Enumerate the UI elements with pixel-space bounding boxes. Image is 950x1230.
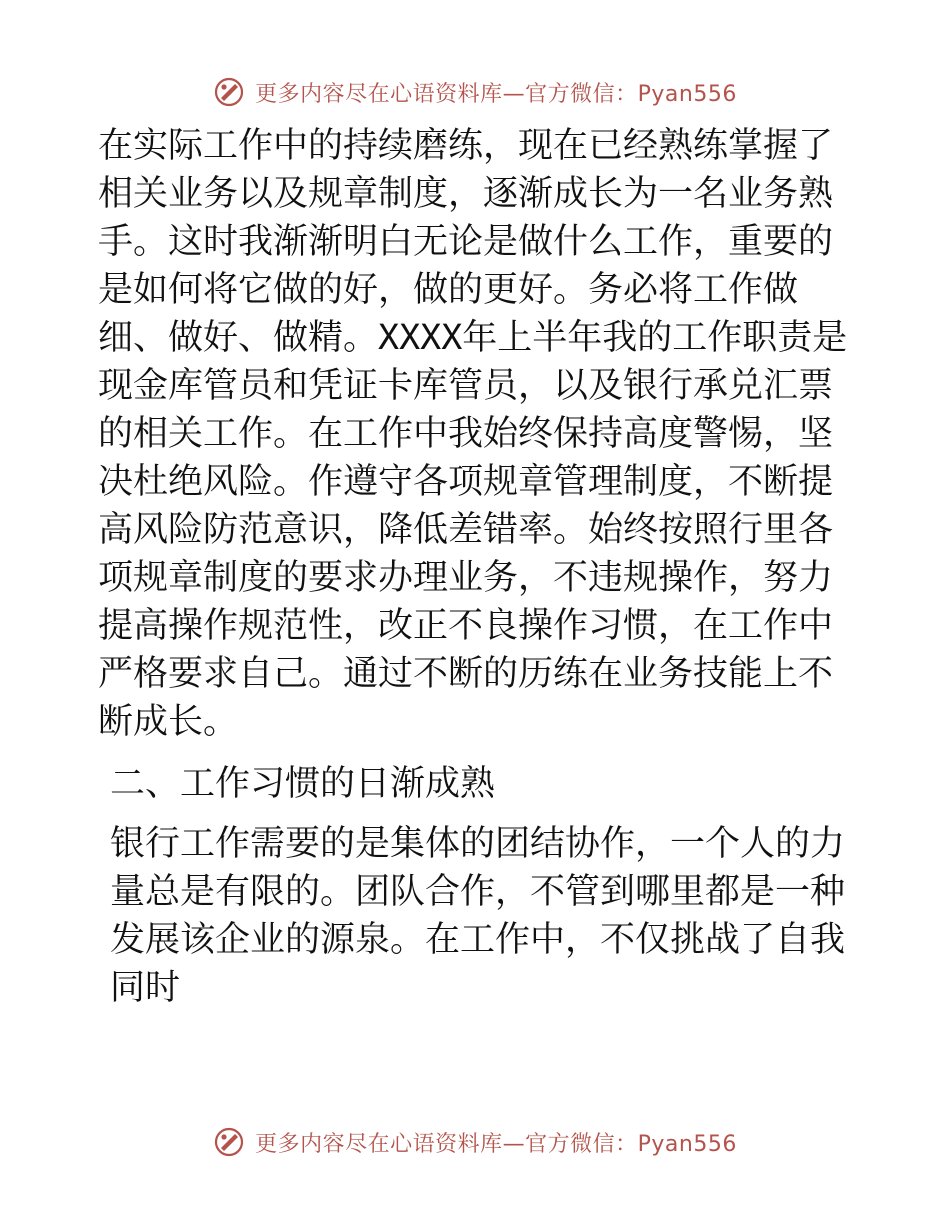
brand-logo-icon — [213, 1126, 245, 1158]
section-heading: 二、工作习惯的日渐成熟 — [110, 764, 496, 804]
body-paragraph: 银行工作需要的是集体的团结协作，一个人的力量总是有限的。团队合作，不管到哪里都是一种发展该企业的源泉。在工作中，不仅挑战了自我同时 — [110, 824, 846, 1008]
document-body — [98, 122, 858, 1012]
header-text: 更多内容尽在心语资料库—官方微信：Pyan556 — [255, 81, 737, 107]
page-footer — [0, 1120, 950, 1164]
page-header — [0, 70, 950, 114]
body-paragraph: 在实际工作中的持续磨练，现在已经熟练掌握了相关业务以及规章制度，逐渐成长为一名业务熟手。这时我渐渐明白无论是做什么工作，重要的是如何将它做的好，做的更好。务必将工作做细、做好、做精。XXXX年上半年我的工作职责是现金库管员和凭证卡库管员，以及银行承兑汇票的相关工作。在工作中我始终保持高度警惕，坚决杜绝风险。作遵守各项规章管理制度，不断提高风险防范意识，降低差错率。始终按照行里各项规章制度的要求办理业务，不违规操作，努力提高操作规范性，改正不良操作习惯，在工作中严格要求自己。通过不断的历练在业务技能上不断成长。 — [98, 126, 848, 742]
brand-logo-icon — [213, 76, 245, 108]
footer-text: 更多内容尽在心语资料库—官方微信：Pyan556 — [255, 1131, 737, 1157]
